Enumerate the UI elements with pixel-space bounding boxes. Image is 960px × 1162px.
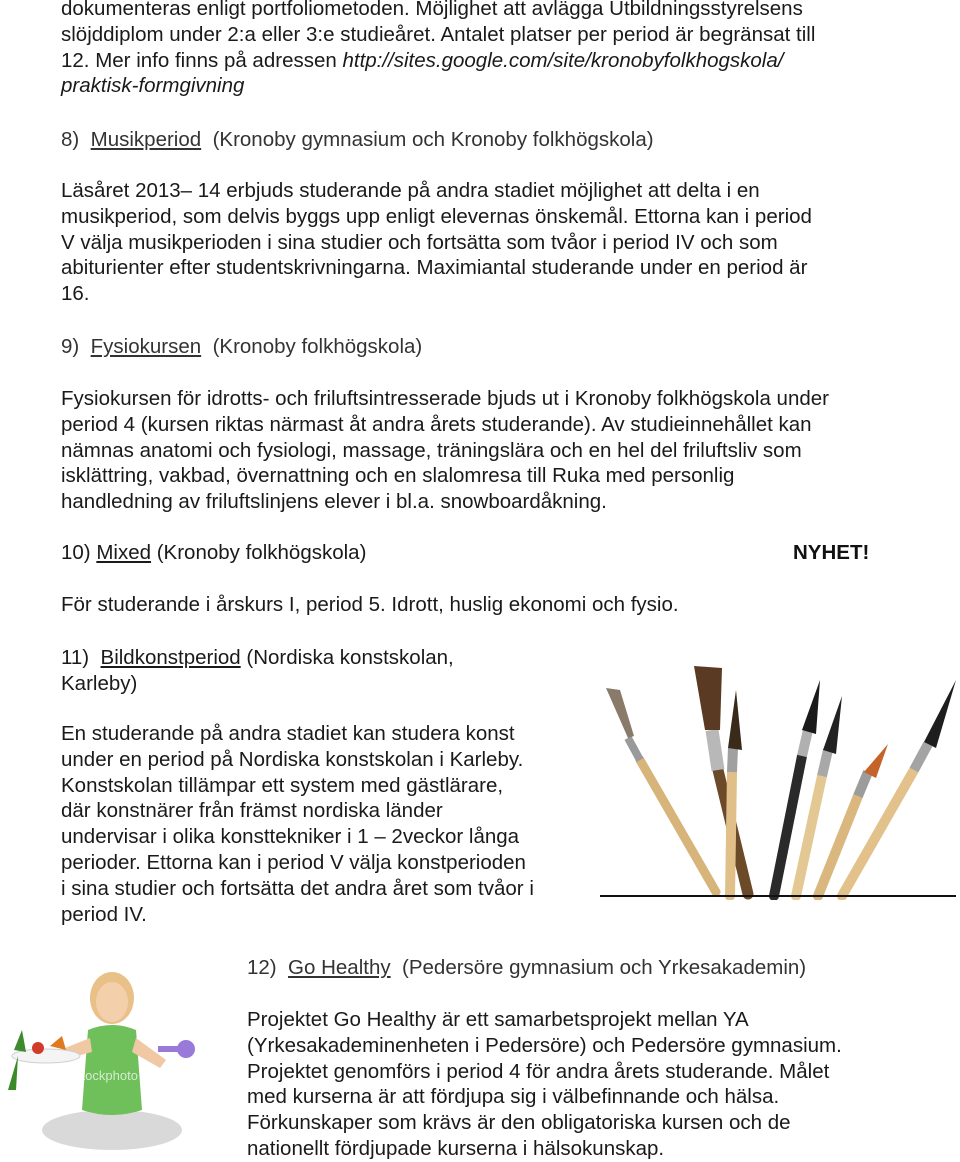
lettuce xyxy=(14,1030,26,1052)
section-11-title: Bildkonstperiod xyxy=(100,646,241,669)
section-11-heading: 11) Bildkonstperiod (Nordiska konstskolan, Karleby) xyxy=(61,646,454,695)
hanging-greens xyxy=(8,1056,18,1090)
legs-shape xyxy=(42,1110,182,1150)
portfolio-url[interactable]: http://sites.google.com/site/kronobyfolkhogskola/ xyxy=(342,48,784,72)
section-10-body: För studerande i årskurs I, period 5. Idrott, huslig ekonomi och fysio. xyxy=(61,593,679,616)
section-12-heading: 12) Go Healthy (Pedersöre gymnasium och Yrkesakademin) xyxy=(247,956,807,979)
section-12-title: Go Healthy xyxy=(288,956,391,979)
section-8-body: Läsåret 2013– 14 erbjuds studerande på andra stadiet möjlighet att delta i en musikperiod, som delvis byggs upp enligt elevernas önskemål. Ettorna kan i period V välja musikperioden i sina studier och fortsätta som tvåor i period IV och som abiturienter efter studentskrivningarna. Maximiantal studerande under en period är 16. xyxy=(61,179,812,306)
section-12-body: Projektet Go Healthy är ett samarbetsprojekt mellan YA (Yrkesakademinenheten i Pedersöre) och Pedersöre gymnasium. Projektet genomförs i period 4 för andra årets studerande. Målet med kurserna är att fördjupa sig i välbefinnande och hälsa. Förkunskaper som krävs är den obligatoriska kursen och de nationellt fördjupade kurserna i hälsokunskap. xyxy=(247,1008,842,1160)
section-8-title: Musikperiod xyxy=(90,128,202,151)
section-9-body: Fysiokursen för idrotts- och friluftsintresserade bjuds ut i Kronoby folkhögskola under period 4 (kursen riktas närmast åt andra årets studerande). Av studieinnehållet kan nämnas anatomi och fysiologi, massage, träningslära och en hel del friluftsliv som isklättring, vakbad, övernattning och en slalomresa till Ruka med personlig handledning av friluftslinjens elever i bl.a. snowboardåkning. xyxy=(61,387,829,514)
intro-line xyxy=(61,73,815,99)
section-9-title: Fysiokursen xyxy=(90,335,202,358)
intro-paragraph xyxy=(61,0,815,99)
section-11-body: En studerande på andra stadiet kan studera konst under en period på Nordiska konstskolan i Karleby. Konstskolan tillämpar ett system med gästlärare, där konstnärer från främst nordiska länder undervisar i olika konsttekniker i 1 – 2veckor långa perioder. Ettorna kan i period V välja konstperioden i sina studier och fortsätta det andra året som tvåor i period IV. xyxy=(61,722,534,926)
dumbbell-weight xyxy=(177,1040,195,1058)
intro-line: 12. Mer info finns på adressen http://sites.google.com/site/kronobyfolkhogskola/ xyxy=(61,48,784,72)
section-10-heading: 10) Mixed (Kronoby folkhögskola) xyxy=(61,541,367,564)
section-9-heading: 9) Fysiokursen (Kronoby folkhögskola) xyxy=(61,335,423,358)
portfolio-url-cont[interactable]: praktisk-formgivning xyxy=(61,74,245,98)
intro-line: dokumenteras enligt portfoliometoden. Möjlighet att avlägga Utbildningsstyrelsens xyxy=(61,0,803,20)
section-8-heading: 8) Musikperiod (Kronoby gymnasium och Kronoby folkhögskola) xyxy=(61,128,654,151)
paintbrushes-image xyxy=(596,660,958,900)
section-10-title: Mixed xyxy=(96,541,152,564)
healthy-woman-image xyxy=(0,960,205,1160)
brush-1 xyxy=(606,688,716,892)
face xyxy=(96,982,128,1022)
tomato xyxy=(32,1042,44,1054)
brush-4 xyxy=(774,680,820,896)
carrot xyxy=(50,1036,66,1050)
watermark: iStockphoto xyxy=(70,1068,138,1083)
new-badge: NYHET! xyxy=(793,541,870,564)
intro-line: slöjddiplom under 2:a eller 3:e studieåret. Antalet platser per period är begränsat till xyxy=(61,22,816,46)
